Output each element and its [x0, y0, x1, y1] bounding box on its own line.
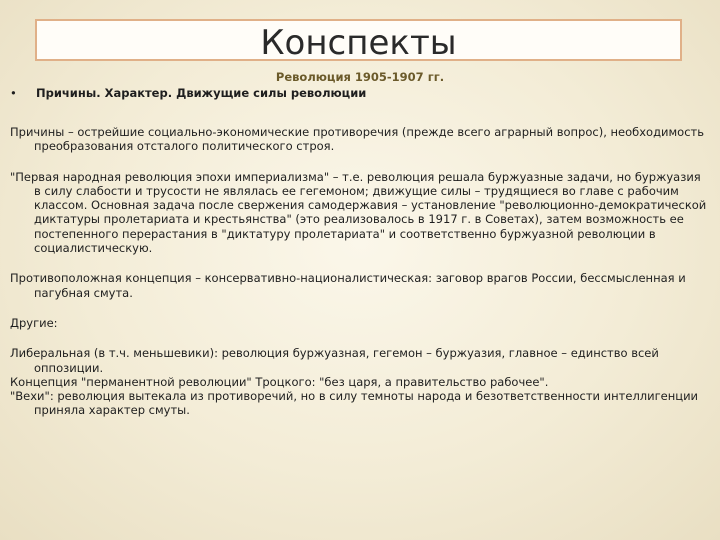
- bullet-marker: •: [10, 86, 17, 100]
- paragraph-opposite-concept: Противоположная концепция – консервативно-националистическая: заговор врагов России, бессмысленная и пагубная смута.: [10, 271, 686, 300]
- page-title: Конспекты: [260, 23, 457, 63]
- paragraph-vekhi: "Вехи": революция вытекала из противоречий, но в силу темноты народа и безответственности интеллигенции приняла характер смуты.: [10, 389, 699, 418]
- content-body: [10, 125, 710, 418]
- title-box: [35, 19, 682, 61]
- paragraph-others: Другие:: [10, 315, 58, 330]
- slide-subtitle: Революция 1905-1907 гг.: [275, 70, 445, 84]
- paragraph-first-revolution: "Первая народная революция эпохи империализма" – т.е. революция решала буржуазные задачи, но буржуазия в силу слабости и трусости не являлась ее гегемоном; движущие силы – трудящиеся во главе с рабочим классом. Основная задача после свержения самодержавия – установление "революционно-демократической диктатуры пролетариата и крестьянства" (это реализовалось в 1917 г. в Советах), затем возможность ее постепенного перерастания в "диктатуру пролетариата" и соответственно буржуазной революции в социалистическую.: [10, 169, 707, 256]
- paragraph-liberal: Либеральная (в т.ч. меньшевики): революция буржуазная, гегемон – буржуазия, главное – единство всей оппозиции.: [10, 346, 659, 375]
- bullet-heading: Причины. Характер. Движущие силы революции: [36, 86, 367, 100]
- paragraph-causes: Причины – острейшие социально-экономические противоречия (прежде всего аграрный вопрос), необходимость преобразования отсталого политического строя.: [10, 125, 705, 154]
- paragraph-trotsky: Концепция "перманентной революции" Троцкого: "без царя, а правительство рабочее".: [10, 374, 549, 389]
